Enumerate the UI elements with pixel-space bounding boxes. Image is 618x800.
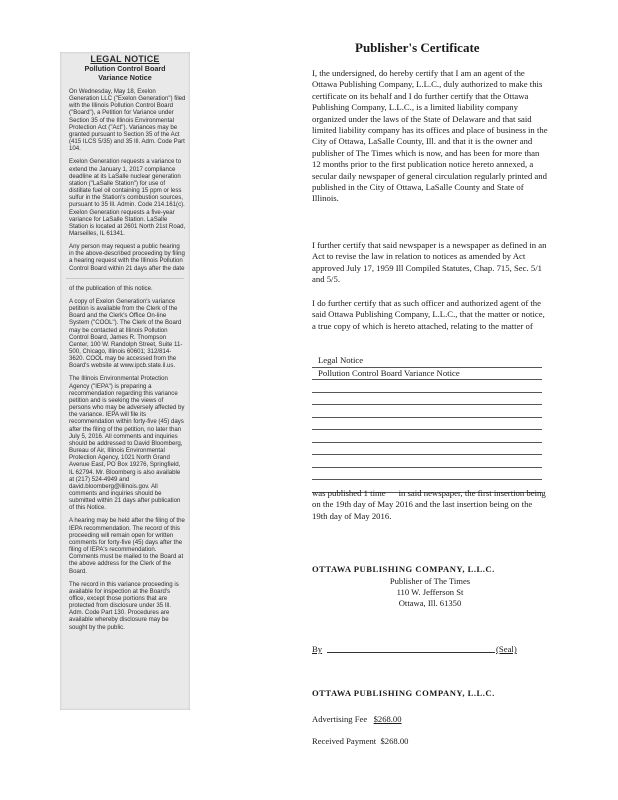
clipping-column-break	[66, 274, 184, 279]
certificate-title: Publisher's Certificate	[355, 40, 480, 55]
notice-line-10	[312, 468, 542, 481]
publisher-company-name-2: OTTAWA PUBLISHING COMPANY, L.L.C.	[312, 688, 495, 698]
clipping-paragraph-2: Exelon Generation requests a variance to extend the January 1, 2017 compliance deadline at its LaSalle nuclear generation station ("LaSalle Station") for use of distillate fuel oil containing 15 ppm or less sulfur in the Station's combustion sources, pursuant to 35 Ill. Admin. Code 214.161(c). Exelon Generation requests a five-year variance for LaSalle Station. LaSalle Station is located at 2601 North 21st Road, Marseilles, IL 61341.	[69, 158, 186, 237]
advertising-fee-row	[312, 714, 402, 724]
received-payment-value: $268.00	[380, 736, 409, 746]
notice-line-3	[312, 380, 542, 393]
newspaper-clipping	[60, 52, 190, 710]
publisher-address-line-2: 110 W. Jefferson St	[396, 587, 464, 597]
received-payment-row	[312, 736, 408, 746]
certificate-paragraph-3: I do further certify that as such officer and authorized agent of the said Ottawa Publishing Company, L.L.C., that the matter or notice, a true copy of which is hereto attached, relating to the matter of	[312, 298, 545, 331]
notice-line-9	[312, 455, 542, 468]
certificate-paragraph-2: I further certify that said newspaper is a newspaper as defined in an Act to revise the law in relation to notices as amended by Act approved July 17, 1959 Ill Compiled Statutes, Chap. 715, Sec. 5/1 and 5/5.	[312, 240, 547, 285]
received-payment-label: Received Payment	[312, 736, 377, 746]
clipping-subtitle-1: Pollution Control Board	[84, 64, 166, 73]
clipping-paragraph-1: On Wednesday, May 18, Exelon Generation LLC ("Exelon Generation") filed with the Illinois Pollution Control Board ("Board"), a Petition for Variance under Section 35 of the Illinois Environmental Protection Act ("Act"). Variances may be granted pursuant to Section 35 of the Act (415 ILCS 5/35) and 35 Ill. Adm. Code Part 104.	[69, 88, 186, 153]
notice-line-6	[312, 418, 542, 431]
advertising-fee-label: Advertising Fee	[312, 714, 368, 724]
publisher-address	[350, 576, 510, 609]
notice-line-1: Legal Notice	[312, 355, 542, 368]
clipping-header	[60, 55, 190, 82]
advertising-fee-value: $268.00	[373, 714, 402, 724]
publisher-company-name: OTTAWA PUBLISHING COMPANY, L.L.C.	[312, 564, 495, 574]
clipping-subtitle-2: Variance Notice	[98, 73, 152, 82]
notice-line-2: Pollution Control Board Variance Notice	[312, 368, 542, 381]
clipping-paragraph-7: A hearing may be held after the filing of the IEPA recommendation. The record of this proceeding will remain open for written comments for forty-five (45) days after the filing of IEPA's recommendation. Comments must be mailed to the Board at the above address for the Clerk of the Board.	[69, 517, 185, 575]
notice-line-8	[312, 443, 542, 456]
publication-statement: was published 1 time in said newspaper, the first insertion being on the 19th day of May 2016 and the last insertion being on the 19th day of May 2016.	[312, 488, 548, 521]
clipping-paragraph-5: A copy of Exelon Generation's variance petition is available from the Clerk of the Board and the Clerk's Office On-line System ("COOL"). The Clerk of the Board may be contacted at Illinois Pollution Control Board, James R. Thompson Center, 100 W. Randolph Street, Suite 11-500, Chicago, Illinois 60601; 312/814-3620. COOL may be accessed from the Board's website at www.ipcb.state.il.us.	[69, 297, 183, 370]
by-label: By	[312, 644, 323, 654]
signature-line	[327, 652, 495, 653]
notice-line-4	[312, 393, 542, 406]
seal-label: (Seal)	[496, 644, 517, 654]
certificate-paragraph-1: I, the undersigned, do hereby certify that I am an agent of the Ottawa Publishing Company, L.L.C., duly authorized to make this certificate on its behalf and I do further certify that the Ottawa Publishing Company, L.L.C., is a limited liability company organized under the laws of the State of Delaware and that said limited liability company has its offices and place of business in the City of Ottawa, LaSalle County, Ill. and that it is the owner and publisher of The Times which is now, and has been for more than 12 months prior to the first publication notice hereto annexed, a secular daily newspaper of general circulation regularly printed and published in the City of Ottawa, LaSalle County and State of Illinois.	[312, 68, 548, 204]
publisher-address-line-3: Ottawa, Ill. 61350	[398, 598, 462, 608]
clipping-paragraph-8: The record in this variance proceeding is available for inspection at the Board's office, except those portions that are protected from disclosure under 35 Ill. Adm. Code Part 130. Procedures are available whereby disclosure may be sought by the public.	[69, 580, 179, 631]
publisher-address-line-1: Publisher of The Times	[389, 576, 471, 586]
notice-line-5	[312, 405, 542, 418]
clipping-paragraph-4: of the publication of this notice.	[69, 284, 153, 292]
clipping-paragraph-3: Any person may request a public hearing in the above-described proceeding by filing a hearing request with the Illinois Pollution Control Board within 21 days after the date	[69, 243, 185, 272]
clipping-title: LEGAL NOTICE	[90, 54, 160, 64]
clipping-paragraph-6: The Illinois Environmental Protection Agency ("IEPA") is preparing a recommendation regarding this variance petition and is seeking the views of persons who may be adversely affected by the variance. IEPA will file its recommendation within forty-five (45) days after the filing of the petition, no later than July 5, 2016. All comments and inquiries should be addressed to David Bloomberg, Bureau of Air, Illinois Environmental Protection Agency, 1021 North Grand Avenue East, PO Box 19276, Springfield, IL 62794. Mr. Bloomberg is also available at (217) 524-4949 and david.bloomberg@illinois.gov. All comments and inquiries should be submitted within 21 days after publication of this Notice.	[69, 375, 185, 512]
notice-line-7	[312, 430, 542, 443]
notice-matter-lines	[312, 355, 542, 493]
